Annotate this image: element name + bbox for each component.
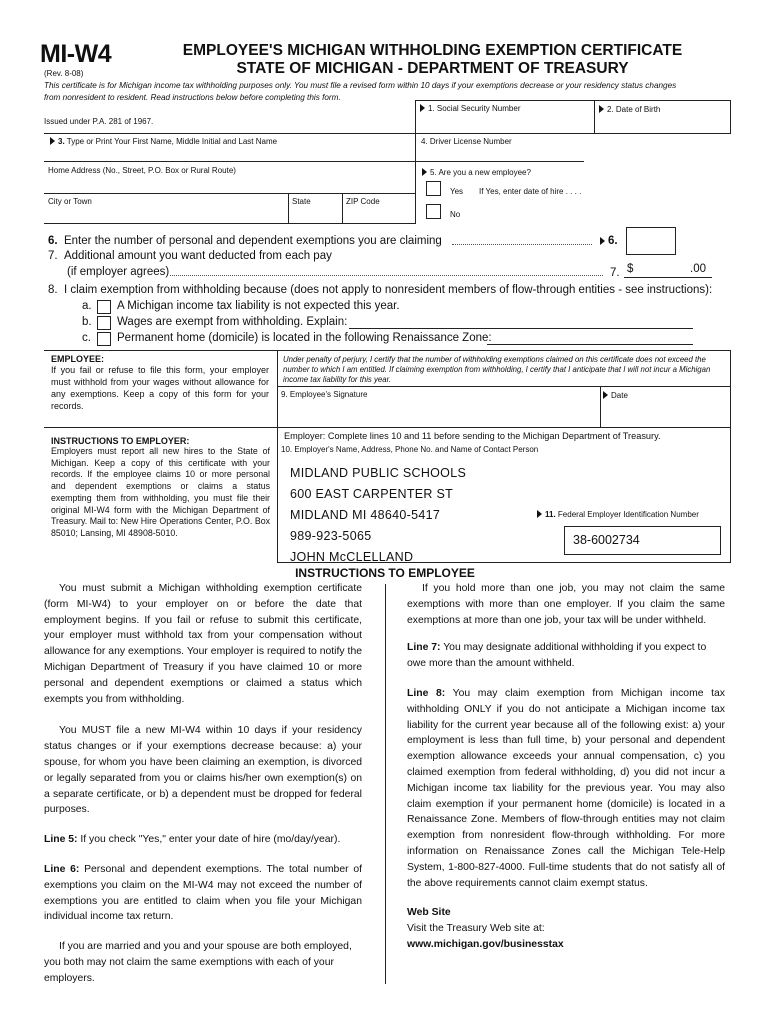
employer-note: Employer: Complete lines 10 and 11 before sending to the Michigan Department of Treasury. <box>284 431 661 441</box>
line-8-instruction: You may claim exemption from Michigan income tax withholding ONLY if you do not anticipate a Michigan income tax liability for the current year because all of the following exist: a) your employment is less than full time, b) your personal and dependent exemption allowance exceeds your annual compensation, c) you claimed exemption from federal withholding, d) you did not incur a Michigan income tax liability for the previous year. You may also claim exemption if your permanent home (domicile) is located in a Renaissance Zone. Members of flow-through entities may not claim exemption from nonresident flow-through withholding. For more information on Renaissance Zones call the Michigan Tele-Help System, 1-800-827-4000. Full-time students that do not satisfy all of the above requirements cannot claim exempt status. <box>407 687 725 889</box>
employer-instructions <box>51 436 270 540</box>
grid-line <box>277 386 731 387</box>
state-label: State <box>292 197 311 206</box>
line-8-lead: Line 8: <box>407 687 446 699</box>
grid-line <box>415 100 731 101</box>
additional-amount-input[interactable] <box>624 277 712 278</box>
line-8b-checkbox[interactable] <box>97 316 111 330</box>
no-label: No <box>450 210 461 219</box>
line-11-label <box>537 510 699 519</box>
employee-notice-heading: EMPLOYEE: <box>51 354 105 364</box>
line-6-leader <box>452 244 592 245</box>
line-6 <box>48 235 442 247</box>
arrow-right-icon <box>422 168 427 176</box>
exemptions-input[interactable] <box>626 227 676 255</box>
grid-line <box>44 427 731 428</box>
signature-field[interactable] <box>281 390 367 399</box>
revision-date: (Rev. 8-08) <box>44 69 84 78</box>
line-11-number: 11. <box>545 510 556 519</box>
explain-input[interactable] <box>349 328 693 329</box>
instructions-paragraph <box>407 686 725 891</box>
line-7 <box>48 250 332 262</box>
address-label: Home Address (No., Street, P.O. Box or Rural Route) <box>48 166 236 175</box>
employer-city: MIDLAND MI 48640-5417 <box>290 508 441 522</box>
grid-line <box>44 193 416 194</box>
zip-field[interactable] <box>346 197 380 206</box>
fein-value: 38-6002734 <box>573 533 640 547</box>
arrow-right-icon <box>420 104 425 112</box>
instructions-paragraph: You must submit a Michigan withholding exemption certificate (form MI-W4) to your employer on or before the date that employment begins. If you fail or refuse to submit this certificate, your employer must withhold tax from your compensation without allowance for any exemptions. Your employer is required to notify the Michigan Department of Treasury if you have claimed 10 or more personal and dependent exemptions or claimed a status which exempts you from withholding. <box>44 583 362 705</box>
grid-line <box>600 386 601 427</box>
line-7-ref: 7. <box>610 267 620 279</box>
line-6-ref-number: 6. <box>608 235 618 247</box>
employee-notice-text: If you fail or refuse to file this form, your employer must withhold from your wages without allowance for any exemptions. Keep a copy of this form for your records. <box>51 365 269 411</box>
driver-license-label: 4. Driver License Number <box>421 137 512 146</box>
line-5-lead: Line 5: <box>44 834 78 846</box>
line-8c-checkbox[interactable] <box>97 332 111 346</box>
city-label: City or Town <box>48 197 92 206</box>
line-7-number: 7. <box>48 250 58 262</box>
arrow-right-icon <box>537 510 542 518</box>
employer-street: 600 EAST CARPENTER ST <box>290 487 454 501</box>
line-6-ref <box>600 235 618 247</box>
grid-line <box>594 100 595 134</box>
name-label-number: 3. <box>58 137 65 146</box>
employer-phone: 989-923-5065 <box>290 529 372 543</box>
dollar-sign: $ <box>627 263 634 275</box>
hire-date-label[interactable]: If Yes, enter date of hire . . . . <box>479 187 582 196</box>
line-8a-text: A Michigan income tax liability is not expected this year. <box>117 300 400 312</box>
employer-name: MIDLAND PUBLIC SCHOOLS <box>290 466 467 480</box>
issued-note: Issued under P.A. 281 of 1967. <box>44 117 154 126</box>
grid-line <box>730 100 731 134</box>
form-title: EMPLOYEE'S MICHIGAN WITHHOLDING EXEMPTION CERTIFICATE <box>182 42 683 59</box>
form-id: MI-W4 <box>40 40 112 68</box>
employer-info[interactable] <box>290 463 466 568</box>
employee-notice <box>51 354 269 412</box>
driver-license-field[interactable] <box>421 137 512 146</box>
line-5-instruction: If you check "Yes," enter your date of hire (mo/day/year). <box>77 834 341 846</box>
zip-label: ZIP Code <box>346 197 380 206</box>
line-8a-letter: a. <box>82 300 92 312</box>
grid-line <box>342 193 343 223</box>
date-label: Date <box>611 391 628 400</box>
grid-line <box>288 193 289 223</box>
grid-line <box>277 350 278 563</box>
employer-instructions-text: Employers must report all new hires to the State of Michigan. Keep a copy of this certificate with your records. If the employee claims 10 or more personal and dependent exemptions or claims a status exempting them from withholding, you must file their original MI-W4 form with the Michigan Department of Treasury. Mail to: New Hire Operations Center, P.O. Box 85010; Lansing, MI 48908-5010. <box>51 446 270 538</box>
web-site-heading: Web Site <box>407 907 451 919</box>
line-6-text: Enter the number of personal and dependent exemptions you are claiming <box>63 235 442 247</box>
dob-label: 2. Date of Birth <box>607 105 661 114</box>
new-employee-question <box>422 168 531 177</box>
intro-line-1: This certificate is for Michigan income tax withholding purposes only. You must file a revised form within 10 days if your exemptions decrease or your residency status changes <box>44 81 677 90</box>
instructions-heading: INSTRUCTIONS TO EMPLOYEE <box>295 566 475 580</box>
line-7-leader <box>170 275 603 276</box>
grid-line <box>44 223 416 224</box>
instructions-paragraph: If you hold more than one job, you may not claim the same exemptions with more than one employer. If you claim the same exemptions at more than one job, your tax will be under withheld. <box>407 583 725 626</box>
web-site-url[interactable]: www.michigan.gov/businesstax <box>407 938 564 950</box>
line-11-text: Federal Employer Identification Number <box>557 510 699 519</box>
cents-label: .00 <box>690 263 706 275</box>
grid-line <box>44 133 731 134</box>
line-8 <box>48 284 748 296</box>
instructions-paragraph <box>44 832 362 848</box>
yes-label: Yes <box>450 187 464 196</box>
ssn-label: 1. Social Security Number <box>428 104 521 113</box>
line-6-instruction: Personal and dependent exemptions. The total number of exemptions you claim on the MI-W4 may not exceed the number of exemptions you are entitled to claim when you file your Michigan individual income tax return. <box>44 863 362 923</box>
intro-line-2: from nonresident to resident. Read instructions below before completing this form. <box>44 92 341 102</box>
line-8c-letter: c. <box>82 332 91 344</box>
instructions-paragraph <box>44 862 362 925</box>
instructions-left-column <box>44 581 362 987</box>
date-field[interactable] <box>603 391 628 400</box>
line-8-number: 8. <box>48 284 58 296</box>
line-8c-text: Permanent home (domicile) is located in the following Renaissance Zone: <box>117 332 492 344</box>
line-8-text: I claim exemption from withholding because (does not apply to nonresident members of flow-through entities - see instructions): <box>63 284 713 296</box>
fein-input[interactable] <box>564 526 721 555</box>
grid-line <box>730 350 731 563</box>
grid-line <box>44 350 731 351</box>
line-8b-letter: b. <box>82 316 92 328</box>
yes-checkbox[interactable] <box>426 181 441 196</box>
name-field[interactable] <box>50 137 277 146</box>
line-7-continued: (if employer agrees) <box>67 266 170 278</box>
state-field[interactable] <box>292 197 311 206</box>
arrow-right-icon <box>50 137 55 145</box>
arrow-right-icon <box>603 391 608 399</box>
no-checkbox[interactable] <box>426 204 441 219</box>
city-field[interactable] <box>48 197 92 206</box>
line-10-label: 10. Employer's Name, Address, Phone No. and Name of Contact Person <box>281 445 539 454</box>
web-site-text: Visit the Treasury Web site at: <box>407 923 545 935</box>
instructions-paragraph <box>407 640 725 672</box>
form-subtitle: STATE OF MICHIGAN - DEPARTMENT OF TREASURY <box>236 60 629 77</box>
line-8a-checkbox[interactable] <box>97 300 111 314</box>
column-divider <box>385 584 386 984</box>
signature-label: 9. Employee's Signature <box>281 390 368 399</box>
line-6-lead: Line 6: <box>44 863 80 875</box>
line-7-lead: Line 7: <box>407 642 441 654</box>
instructions-paragraph: If you are married and you and your spouse are both employed, you both may not claim the same exemptions with each of your employers. <box>44 941 352 984</box>
line-7-instruction: You may designate additional withholding if you expect to owe more than the amount withheld. <box>407 642 707 670</box>
renaissance-zone-input[interactable] <box>487 344 693 345</box>
employer-contact: JOHN McCLELLAND <box>290 550 414 564</box>
arrow-right-icon <box>600 237 605 245</box>
dob-field[interactable] <box>599 105 660 114</box>
line-6-number: 6. <box>48 235 58 247</box>
ssn-field[interactable] <box>420 104 520 113</box>
instructions-paragraph: You MUST file a new MI-W4 within 10 days if your residency status changes or if your exemptions decrease because: a) your spouse, for whom you have been claiming an exemption, is divorced or legally separated from you or claims his/her own exemption(s) on a separate certificate, or b) a dependent must be dropped for federal purposes. <box>44 725 362 816</box>
arrow-right-icon <box>599 105 604 113</box>
address-field[interactable] <box>48 166 236 175</box>
instructions-right-column <box>407 581 725 953</box>
line-7-text: Additional amount you want deducted from each pay <box>63 250 332 262</box>
line-8b-text: Wages are exempt from withholding. Explain: <box>117 316 348 328</box>
perjury-statement: Under penalty of perjury, I certify that the number of withholding exemptions claimed on this certificate does not exceed the number to which I am entitled. If claiming exemption from withholding, I certify that I anticipate that I will not incur a Michigan income tax liability for this year. <box>283 355 711 384</box>
grid-line <box>44 161 584 162</box>
name-label: Type or Print Your First Name, Middle Initial and Last Name <box>66 137 278 146</box>
employer-instructions-heading: INSTRUCTIONS TO EMPLOYER: <box>51 436 190 446</box>
new-employee-label: 5. Are you a new employee? <box>430 168 531 177</box>
